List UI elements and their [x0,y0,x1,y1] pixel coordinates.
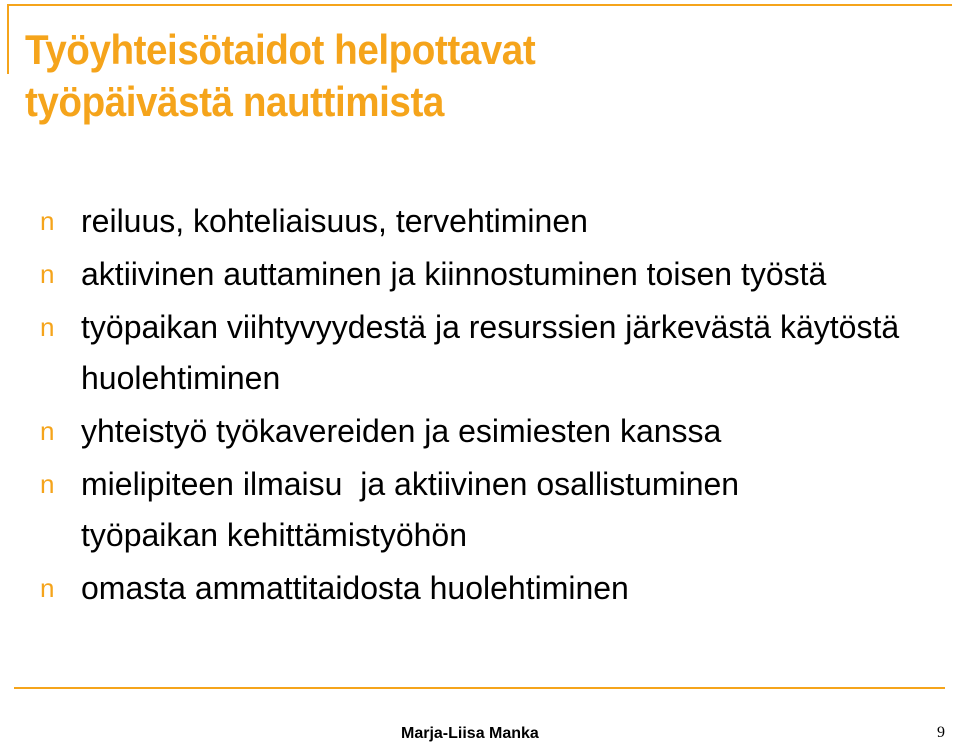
bullet-marker-icon: n [40,259,55,289]
bullet-text: mielipiteen ilmaisu ja aktiivinen osallistuminen työpaikan kehittämistyöhön [81,466,748,553]
bullet-item [40,196,940,247]
slide-title-line-1: Työyhteisötaidot helpottavat [25,26,536,73]
left-border-line [7,4,9,74]
bullet-text: työpaikan viihtyvyydestä ja resurssien järkevästä käytöstä huolehtiminen [81,309,900,396]
bullet-item [40,302,940,404]
bullet-text: yhteistyö työkavereiden ja esimiesten kanssa [81,413,722,449]
bullet-item [40,563,940,614]
bullet-list [40,196,940,616]
bullet-item [40,406,940,457]
bullet-marker-icon: n [40,206,55,236]
bullet-text: reiluus, kohteliaisuus, tervehtiminen [81,203,588,239]
footer-author: Marja-Liisa Manka [401,725,539,742]
slide-title [25,24,853,128]
bullet-item [40,249,940,300]
bullet-text: aktiivinen auttaminen ja kiinnostuminen toisen työstä [81,256,827,292]
slide-title-line-2: työpäivästä nauttimista [25,78,444,125]
top-border-line [7,4,952,6]
bullet-marker-icon: n [40,573,55,603]
footer-divider-line [14,687,945,689]
bullet-marker-icon: n [40,416,55,446]
bullet-item [40,459,940,561]
bullet-marker-icon: n [40,469,55,499]
bullet-marker-icon: n [40,312,55,342]
page-number: 9 [937,724,945,741]
bullet-text: omasta ammattitaidosta huolehtiminen [81,570,629,606]
